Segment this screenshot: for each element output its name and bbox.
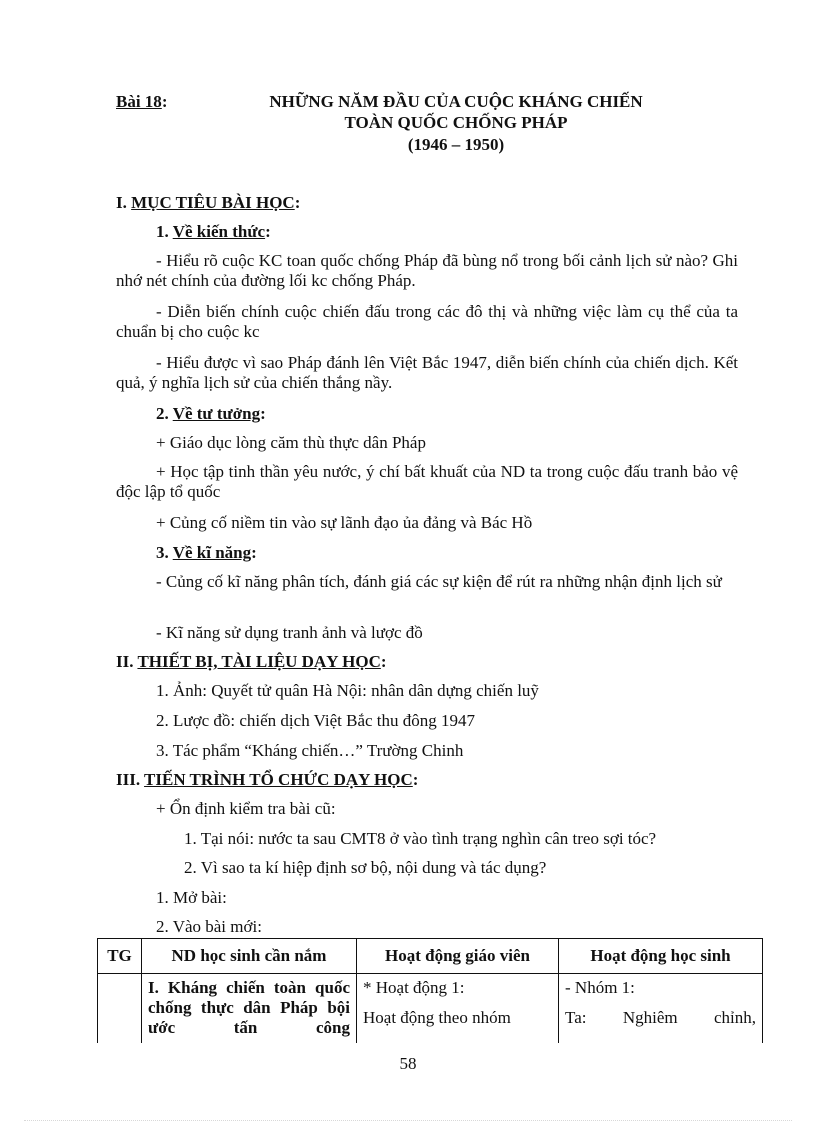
section-1-heading-suffix: :: [294, 193, 301, 212]
attitude-item-1: + Giáo dục lòng căm thù thực dân Pháp: [156, 433, 426, 452]
column-header-content: ND học sinh cần nắm: [142, 939, 357, 974]
lesson-plan-table: [97, 938, 763, 1043]
page-number: 58: [399, 1054, 417, 1073]
equipment-item-2: 2. Lược đồ: chiến dịch Việt Bắc thu đông 1947: [156, 711, 476, 730]
equipment-item-3: 3. Tác phẩm “Kháng chiến…” Trường Chinh: [156, 741, 464, 760]
knowledge-heading-prefix: 1.: [156, 222, 173, 241]
section-3-heading-text: TIẾN TRÌNH TỔ CHỨC DẠY HỌC: [144, 770, 413, 789]
teacher-activity-title: * Hoạt động 1:: [363, 978, 465, 997]
review-question-2: 2. Vì sao ta kí hiệp định sơ bộ, nội dung và tác dụng?: [184, 858, 547, 877]
column-header-time: TG: [98, 939, 142, 974]
equipment-item-1: 1. Ảnh: Quyết tử quân Hà Nội: nhân dân dựng chiến luỹ: [156, 681, 539, 700]
attitude-item-3: + Củng cố niềm tin vào sự lãnh đạo ủa đảng và Bác Hồ: [156, 513, 533, 532]
lesson-number-text: Bài 18: [116, 92, 162, 111]
cell-content: [142, 974, 357, 1044]
knowledge-item-3: - Hiểu được vì sao Pháp đánh lên Việt Bắc 1947, diễn biến chính của chiến dịch. Kết quả, ý nghĩa lịch sử của chiến thắng nầy.: [116, 353, 738, 392]
skills-heading-suffix: :: [251, 543, 257, 562]
column-header-teacher: Hoạt động giáo viên: [357, 939, 559, 974]
column-header-student: Hoạt động học sinh: [559, 939, 763, 974]
section-1-heading-text: MỤC TIÊU BÀI HỌC: [131, 193, 295, 212]
knowledge-heading-suffix: :: [265, 222, 271, 241]
skills-item-1: - Củng cố kĩ năng phân tích, đánh giá các sự kiện để rút ra những nhận định lịch sử: [156, 572, 722, 591]
skills-heading-prefix: 3.: [156, 543, 173, 562]
lesson-title-line-1: NHỮNG NĂM ĐẦU CỦA CUỘC KHÁNG CHIẾN: [269, 92, 643, 111]
skills-item-2: - Kĩ năng sử dụng tranh ảnh và lược đồ: [156, 623, 423, 642]
section-3-heading-prefix: III.: [116, 770, 145, 789]
knowledge-item-2: - Diễn biến chính cuộc chiến đấu trong các đô thị và những việc làm cụ thể của ta chuẩn bị cho cuộc kc: [116, 302, 738, 341]
attitude-heading-text: Về tư tưởng: [172, 404, 261, 423]
attitude-heading-suffix: :: [260, 404, 266, 423]
cell-content-text: I. Kháng chiến toàn quốc chống thực dân Pháp bội ước tấn công: [148, 978, 350, 1037]
table-header-row: [98, 939, 763, 974]
section-2-heading-suffix: :: [380, 652, 387, 671]
knowledge-item-1: - Hiểu rõ cuộc KC toan quốc chống Pháp đã bùng nổ trong bối cảnh lịch sử nào? Ghi nhớ nét chính của đường lối kc chống Pháp.: [116, 251, 738, 290]
student-activity: Ta: Nghiêm chỉnh,: [565, 1008, 756, 1027]
section-2-heading-prefix: II.: [116, 652, 138, 671]
page-edge-divider: [24, 1120, 792, 1121]
cell-time: [98, 974, 142, 1044]
attitude-item-2: + Học tập tinh thần yêu nước, ý chí bất khuất của ND ta trong cuộc đấu tranh bảo vệ độc lập tổ quốc: [116, 462, 738, 501]
section-1-heading-prefix: I.: [116, 193, 132, 212]
opening: 1. Mở bài:: [156, 888, 227, 907]
review-question-1: 1. Tại nói: nước ta sau CMT8 ở vào tình trạng nghìn cân treo sợi tóc?: [184, 829, 657, 848]
skills-heading-text: Về kĩ năng: [172, 543, 252, 562]
cell-student: [559, 974, 763, 1044]
table-row: [98, 974, 763, 1044]
section-2-heading-text: THIẾT BỊ, TÀI LIỆU DẠY HỌC: [137, 652, 381, 671]
new-lesson: 2. Vào bài mới:: [156, 917, 262, 936]
cell-teacher: [357, 974, 559, 1044]
lesson-title-line-2: TOÀN QUỐC CHỐNG PHÁP: [344, 113, 568, 132]
lesson-number-colon: :: [161, 92, 168, 111]
attitude-heading-prefix: 2.: [156, 404, 173, 423]
knowledge-heading-text: Về kiến thức: [172, 222, 266, 241]
student-group: - Nhóm 1:: [565, 978, 635, 997]
teacher-activity-desc: Hoạt động theo nhóm: [363, 1008, 511, 1027]
stabilize-check: + Ổn định kiểm tra bài cũ:: [156, 799, 336, 818]
lesson-title-years: (1946 – 1950): [407, 135, 505, 154]
section-3-heading-suffix: :: [412, 770, 419, 789]
